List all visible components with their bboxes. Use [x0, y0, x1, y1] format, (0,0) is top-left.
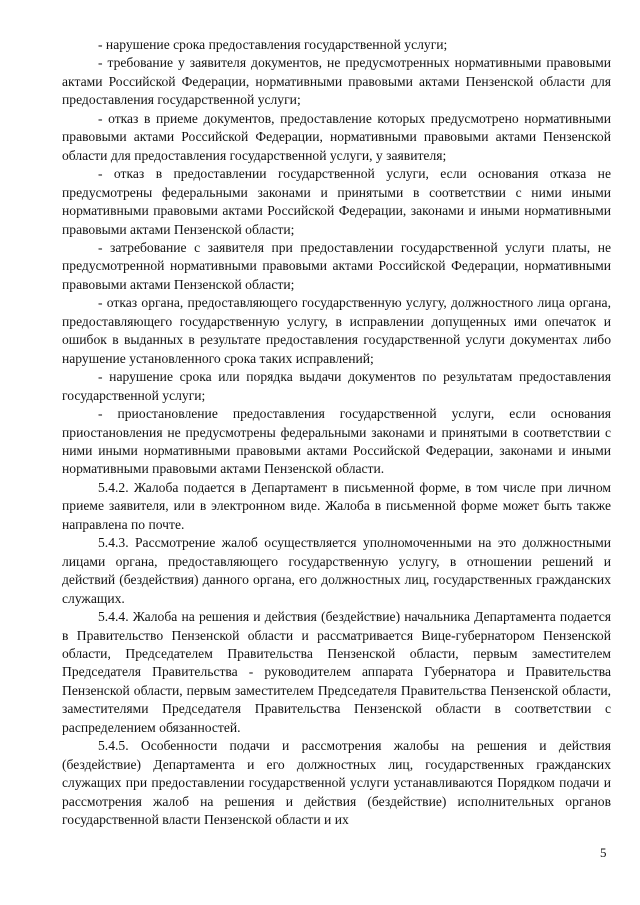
paragraph-refusal-acceptance: - отказ в приеме документов, предоставление которых предусмотрено нормативными правовыми актами Российской Федерации, нормативными правовыми актами Пензенской области для предоставления государственной услуги, у заявителя; — [62, 110, 611, 163]
paragraph-5-4-4: 5.4.4. Жалоба на решения и действия (бездействие) начальника Департамента подается в Правительство Пензенской области и рассматривается Вице-губернатором Пензенской области, Председателем Правительства Пензенской области, первым заместителем Председателя Правительства - руководителем аппарата Губернатора и Правительства Пензенской области, первым заместителем Председателя Правительства Пензенской области, заместителями Председателя Правительства Пензенской области в соответствии с распределением обязанностей. — [62, 609, 611, 735]
paragraph-refusal-service: - отказ в предоставлении государственной услуги, если основания отказа не предусмотрены федеральными законами и принятыми в соответствии с ними иными нормативными правовыми актами Российской Федерации, законами и иными нормативными правовыми актами Пензенской области; — [62, 166, 611, 237]
document-body — [62, 36, 611, 829]
paragraph-5-4-5: 5.4.5. Особенности подачи и рассмотрения жалобы на решения и действия (бездействие) Департамента и его должностных лиц, государственных гражданских служащих при предоставлении государственной услуги устанавливаются Порядком подачи и рассмотрения жалоб на решения и действия (бездействие) исполнительных органов государственной власти Пензенской области и их — [62, 738, 611, 828]
paragraph-5-4-3: 5.4.3. Рассмотрение жалоб осуществляется уполномоченными на это должностными лицами органа, предоставляющего государственную услугу, в отношении решений и действий (бездействия) данного органа, его должностных лиц, государственных гражданских служащих. — [62, 535, 611, 606]
paragraph-5-4-2: 5.4.2. Жалоба подается в Департамент в письменной форме, в том числе при личном приеме заявителя, или в электронном виде. Жалоба в письменной форме может быть также направлена по почте. — [62, 479, 611, 532]
paragraph-violation-deadline: - нарушение срока предоставления государственной услуги; — [98, 37, 448, 52]
page-number: 5 — [600, 845, 607, 860]
paragraph-issuance-violation: - нарушение срока или порядка выдачи документов по результатам предоставления государственной услуги; — [62, 369, 611, 403]
paragraph-correction-refusal: - отказ органа, предоставляющего государственную услугу, должностного лица органа, предоставляющего государственную услугу, в исправлении допущенных ими опечаток и ошибок в выданных в результате предоставления государственной услуги документах либо нарушение установленного срока таких исправлений; — [62, 295, 611, 366]
paragraph-suspension: - приостановление предоставления государственной услуги, если основания приостановления не предусмотрены федеральными законами и принятыми в соответствии с ними иными нормативными правовыми актами Российской Федерации, законами и иными нормативными правовыми актами Пензенской области. — [62, 406, 611, 477]
paragraph-excess-documents: - требование у заявителя документов, не предусмотренных нормативными правовыми актами Российской Федерации, нормативными правовыми актами Пензенской области для предоставления государственной услуги; — [62, 55, 611, 108]
paragraph-fee-demand: - затребование с заявителя при предоставлении государственной услуги платы, не предусмотренной нормативными правовыми актами Российской Федерации, нормативными правовыми актами Пензенской области; — [62, 239, 611, 292]
